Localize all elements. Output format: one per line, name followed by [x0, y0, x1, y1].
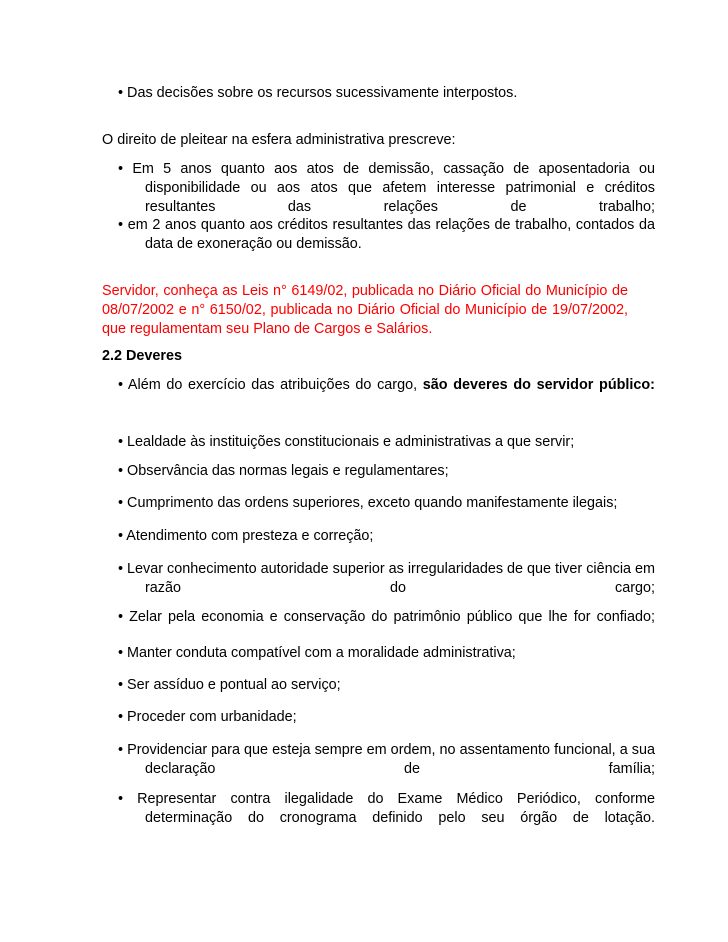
bullet-mark: •: [118, 528, 124, 544]
bullet-text: Lealdade às instituições constitucionais e administrativas a que servir;: [127, 434, 575, 450]
bullet-text: Proceder com urbanidade;: [127, 709, 297, 725]
bullet-text: Das decisões sobre os recursos sucessivamente interpostos.: [127, 85, 518, 101]
bullet-mark: •: [118, 85, 124, 101]
bullet-item-recursos: [118, 84, 655, 103]
dever-item: [118, 790, 655, 828]
bullet-text: Providenciar para que esteja sempre em ordem, no assentamento funcional, a sua declaração de família;: [127, 742, 656, 777]
dever-item: [118, 708, 655, 727]
bullet-text: Em 5 anos quanto aos atos de demissão, cassação de aposentadoria ou disponibilidade ou aos atos que afetem interesse patrimonial e créditos resultantes das relações de trabalho;: [132, 161, 655, 215]
leis-notice-line: que regulamentam seu Plano de Cargos e Salários.: [102, 321, 433, 337]
dever-item: [118, 676, 655, 695]
bullet-mark: •: [118, 791, 124, 807]
bullet-mark: •: [118, 709, 124, 725]
deveres-intro-text: Além do exercício das atribuições do cargo,: [127, 377, 418, 393]
bullet-text: em 2 anos quanto aos créditos resultantes das relações de trabalho, contados da data de exoneração ou demissão.: [127, 217, 655, 252]
bullet-mark: •: [118, 609, 124, 625]
dever-item: [118, 741, 655, 779]
leis-notice-line: Servidor, conheça as Leis n° 6149/02, publicada no Diário Oficial do Município de: [102, 283, 628, 299]
dever-item: [118, 433, 655, 452]
bullet-text: Ser assíduo e pontual ao serviço;: [127, 677, 341, 693]
bullet-text: Observância das normas legais e regulamentares;: [127, 463, 449, 479]
section-heading: 2.2 Deveres: [102, 348, 183, 364]
bullet-text: Atendimento com presteza e correção;: [126, 528, 374, 544]
bullet-mark: •: [118, 377, 124, 393]
dever-item: [118, 644, 655, 663]
bullet-mark: •: [118, 561, 124, 577]
dever-item: [118, 494, 655, 513]
bullet-mark: •: [118, 463, 124, 479]
bullet-mark: •: [118, 742, 124, 758]
dever-item: [118, 608, 655, 627]
dever-item: [118, 462, 655, 481]
deveres-intro: [118, 376, 655, 395]
leis-notice: [102, 282, 628, 339]
prescricao-intro: O direito de pleitear na esfera administrativa prescreve:: [102, 132, 456, 148]
bullet-mark: •: [118, 161, 124, 177]
bullet-text: Manter conduta compatível com a moralidade administrativa;: [127, 645, 516, 661]
bullet-mark: •: [118, 434, 124, 450]
bullet-mark: •: [118, 217, 124, 233]
prescricao-item-5-anos: [118, 160, 655, 217]
bullet-text: Levar conhecimento autoridade superior as irregularidades de que tiver ciência em razão do cargo;: [127, 561, 656, 596]
bullet-mark: •: [118, 645, 124, 661]
bullet-text: Representar contra ilegalidade do Exame Médico Periódico, conforme determinação do cronograma definido pelo seu órgão de lotação.: [137, 791, 656, 826]
leis-notice-line: 08/07/2002 e n° 6150/02, publicada no Diário Oficial do Município de 19/07/2002,: [102, 302, 628, 318]
bullet-mark: •: [118, 677, 124, 693]
deveres-intro-bold: são deveres do servidor público:: [422, 377, 655, 393]
bullet-text: Cumprimento das ordens superiores, exceto quando manifestamente ilegais;: [127, 495, 618, 511]
dever-item: [118, 527, 655, 546]
dever-item: [118, 560, 655, 598]
bullet-mark: •: [118, 495, 124, 511]
bullet-text: Zelar pela economia e conservação do patrimônio público que lhe for confiado;: [129, 609, 655, 625]
prescricao-item-2-anos: [118, 216, 655, 254]
